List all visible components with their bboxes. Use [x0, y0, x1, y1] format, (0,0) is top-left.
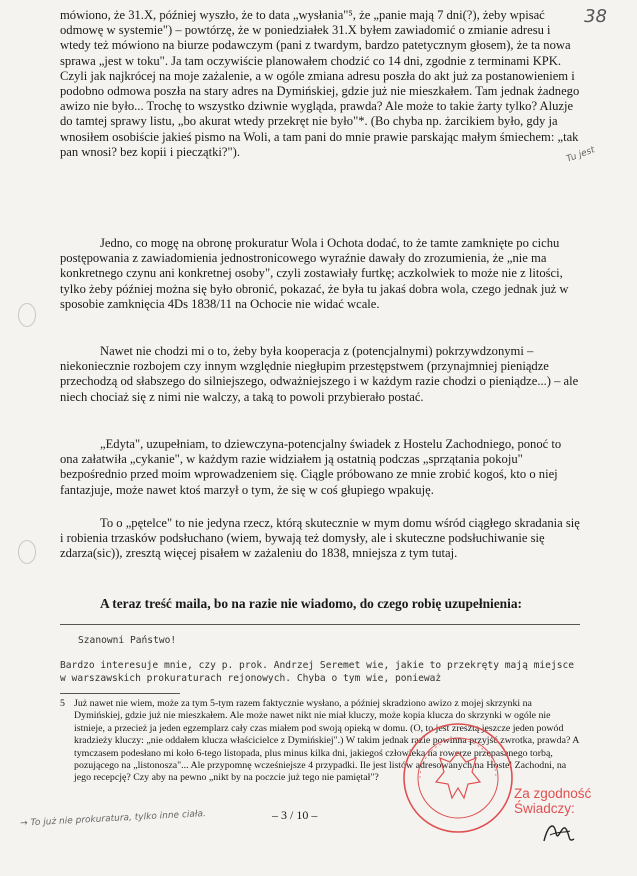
email-greeting: Szanowni Państwo! [78, 635, 177, 646]
official-stamp-icon [400, 720, 516, 836]
email-body: Bardzo interesuje mnie, czy p. prok. Andrzej Seremet wie, jakie to przekręty mają miejsce w warszawskich prokuraturach rejonowych. Chyba o tym wie, ponieważ [60, 660, 575, 684]
page-marker-handwritten: 38 [584, 6, 607, 27]
margin-handwriting: Tu jest [565, 145, 597, 165]
paragraph: mówiono, że 31.X, później wyszło, że to data „wysłania"⁵, że „panie mają 7 dni(?), żeby wpisać odmowę w systemie") – powtórzę, że w poniedziałek 31.X byłem zawiadomić o zmianie adresu i wtedy też mówiono na biurze podawczym (pani z twardym, bardzo patetycznym głosem), że ta nowa sprawa „jest w toku". Ja tam oczywiście planowałem chodzić co 14 dni, zgodnie z terminami KPK. Czyli jak najkrócej na moje zażalenie, a w ogóle zmiana adresu poszła do akt już za postanowieniem i podobno odmowa poszła na stary adres na Dymińskiej, gdzie już nie mieszkałem. Tam jednak żadnego awizo nie było... Trochę to wszystko dziwnie wygląda, prawda? Ale może to takie żarty tylko? Aluzje do tamtej sprawy listu, „bo akurat wtedy przekręt nie było"*. (Bo chyba np. żarcikiem było, gdy ja wnosiłem osobiście jakieś pismo na Woli, a tam pani do mnie prawie parskając małym śmiechem: „tak pan wnosi? bez kopii i pieczątki?"). [60, 8, 580, 159]
stamp-caption: Za zgodność Świadczy: [514, 786, 592, 816]
page-number: – 3 / 10 – [272, 808, 318, 822]
paragraph: To o „pętelce" to nie jedyna rzecz, którą skutecznie w mym domu wśród ciągłego skradania się i robienia trzasków podsłuchano (wiem, bywają też domysły, ale i skuteczne podsłuchiwanie się zdarza(sic)), zresztą więcej pisałem w zażaleniu do 1838, mniejsza z tym tutaj. [60, 516, 580, 561]
divider [60, 624, 580, 625]
punch-hole [18, 303, 36, 327]
paragraph: Nawet nie chodzi mi o to, żeby była kooperacja z (potencjalnymi) pokrzywdzonymi – niekoniecznie rozbojem czy innym względnie niegłupim przestępstwem (przynajmniej pieniądze przechodzą od słabszego do silniejszego, odważniejszego i w każdym razie chodzi o pieniądze...) – ale niech chociaż się z nimi nie walczy, a taką to powoli przybierało postać. [60, 344, 579, 404]
footnote-number: 5 [60, 698, 65, 709]
section-heading: A teraz treść maila, bo na razie nie wiadomo, do czego robię uzupełnienia: [100, 596, 523, 611]
paragraph: Jedno, co mogę na obronę prokuratur Wola i Ochota dodać, to że tamte zamknięte po cichu postępowania z zawiadomienia jednostronicowego wyraźnie dawały do zrozumienia, że „nie ma konkretnego czynu ani konkretnej osoby", czyli zostawiały furtkę; aczkolwiek to może nie z litości, tylko żeby później można się było obronić, pokazać, że była tu jakaś dobra wola, czego jednak już w sposobie zamknięcia 4Ds 1838/11 na Ochocie nie widać wcale. [60, 236, 569, 311]
signature-icon [540, 815, 580, 849]
footnote-text: Już nawet nie wiem, może za tym 5-tym razem faktycznie wysłano, a później skradziono awizo z mojej skrzynki na Dymińskiej, gdzie już nie mieszkałem. Ale może nawet nikt nie miał kluczy, może kopia klucza do skrzynki w ogóle nie istnieje, a przecież ja jeden egzemplarz cały czas miałem pod swoją opieką w domu. (O, to jest zresztą jeszcze jeden powód kradzieży kluczy: „nie oddałem klucza właścicielce z Dymińskiej".) W takim jednak razie powinna przyjść zwrotka, prawda? A tymczasem podesłano mi koło 6-tego listopada, plus minus kilka dni, jakiegoś człowieka na rowerze przepasanego torbą, pozującego na „listonosza"... Ale przypomnę wcześniejsze 4 przypadki. Ile jest listów adresowanych na Hostel Zachodni, na jego recepcję? Czy aby na pewno „nikt by na poczcie już tego nie pamiętał"? [74, 698, 579, 784]
bottom-handwriting: → To już nie prokuratura, tylko inne ciała. [19, 809, 207, 829]
punch-hole [18, 540, 36, 564]
footnote-divider [60, 693, 180, 694]
paragraph: „Edyta", uzupełniam, to dziewczyna-potencjalny świadek z Hostelu Zachodniego, ponoć to ona załatwiła „cykanie", w każdym razie widziałem ją ostatnią podczas „sprzątania pokoju" bezpośrednio przed moim wprowadzeniem się. Ciągle próbowano ze mnie zrobić kogoś, kto o niej fantazjuje, może nawet ktoś marzył o tym, że się w coś głupiego wpakuję. [60, 437, 562, 497]
